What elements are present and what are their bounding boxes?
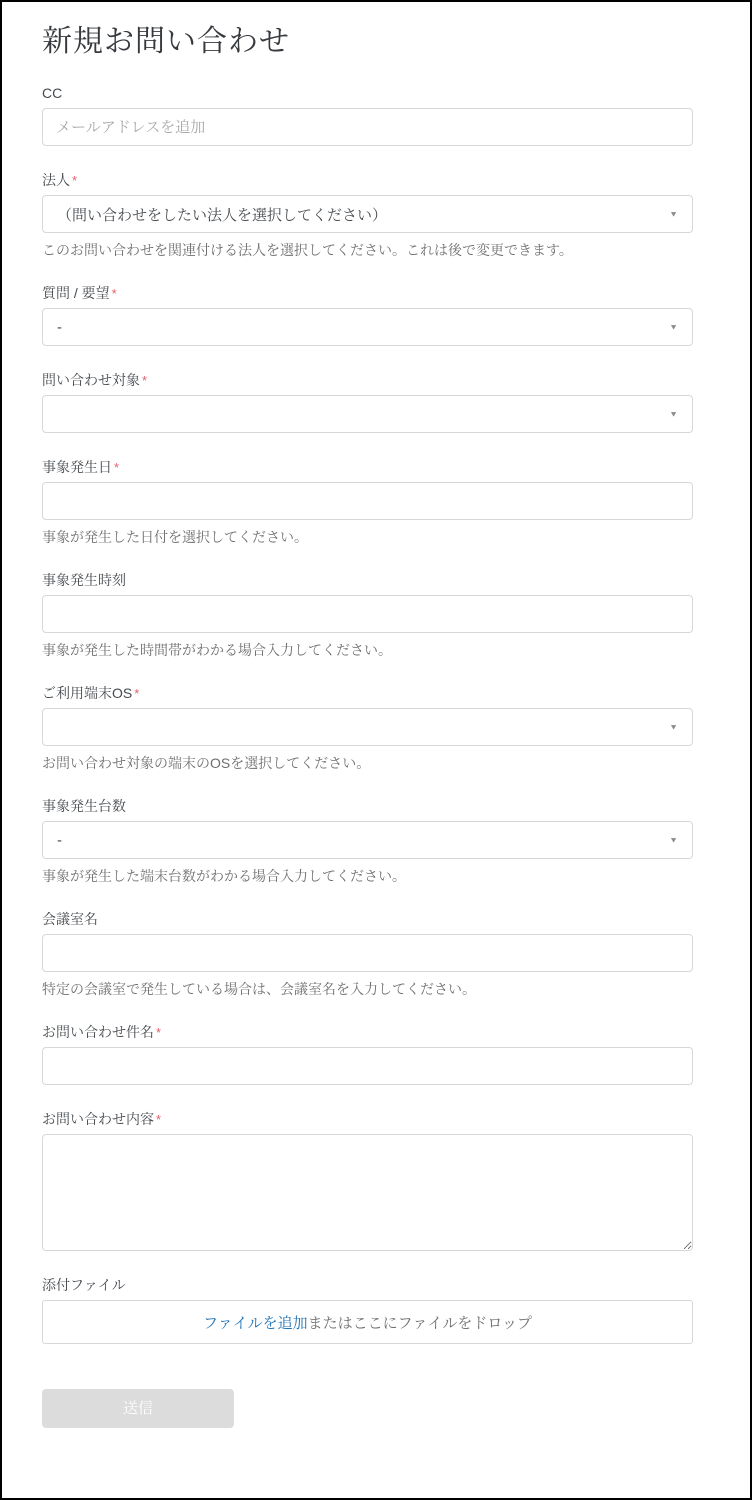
question-type-label [42, 285, 693, 302]
required-asterisk: * [111, 286, 117, 301]
organization-help: このお問い合わせを関連付ける法人を選択してください。これは後で変更できます。 [42, 242, 573, 258]
incident-time-label [42, 572, 693, 589]
affected-count-help: 事象が発生した端末台数がわかる場合入力してください。 [42, 868, 406, 884]
meeting-room-label [42, 911, 693, 928]
subject-label-text: お問い合わせ件名 [42, 1024, 154, 1040]
question-type-label-text: 質問 / 要望 [42, 285, 110, 301]
field-incident-date [42, 459, 693, 546]
affected-count-select[interactable] [42, 821, 693, 859]
description-textarea[interactable] [42, 1134, 693, 1251]
attachments-label-text: 添付ファイル [42, 1277, 126, 1293]
device-os-label-text: ご利用端末OS [42, 685, 133, 701]
subject-label [42, 1024, 693, 1041]
field-question-type [42, 285, 693, 346]
required-asterisk: * [114, 460, 120, 475]
field-cc [42, 85, 693, 146]
incident-time-help: 事象が発生した時間帯がわかる場合入力してください。 [42, 642, 392, 658]
organization-label [42, 172, 693, 189]
cc-label-text: CC [42, 85, 63, 101]
add-file-link[interactable]: ファイルを追加 [202, 1314, 308, 1332]
field-inquiry-target [42, 372, 693, 433]
question-type-select-value: - [57, 318, 62, 336]
submit-button[interactable]: 送信 [42, 1389, 234, 1428]
affected-count-select-value: - [57, 831, 62, 849]
organization-select[interactable] [42, 195, 693, 233]
file-dropzone[interactable] [42, 1300, 693, 1344]
inquiry-target-label-text: 問い合わせ対象 [42, 372, 140, 388]
dropzone-hint: またはここにファイルをドロップ [307, 1314, 533, 1332]
page-title: 新規お問い合わせ [42, 25, 290, 58]
description-label [42, 1111, 693, 1128]
field-attachments [42, 1277, 693, 1344]
cc-label [42, 85, 693, 102]
required-asterisk: * [156, 1025, 162, 1040]
affected-count-label [42, 798, 693, 815]
device-os-help: お問い合わせ対象の端末のOSを選択してください。 [42, 755, 371, 771]
subject-input[interactable] [42, 1047, 693, 1085]
meeting-room-input[interactable] [42, 934, 693, 972]
incident-date-help: 事象が発生した日付を選択してください。 [42, 529, 308, 545]
required-asterisk: * [134, 686, 140, 701]
inquiry-target-label [42, 372, 693, 389]
chevron-down-icon: ▼ [669, 835, 678, 844]
field-subject [42, 1024, 693, 1085]
field-affected-count [42, 798, 693, 885]
inquiry-target-select[interactable] [42, 395, 693, 433]
device-os-select[interactable] [42, 708, 693, 746]
question-type-select[interactable] [42, 308, 693, 346]
meeting-room-label-text: 会議室名 [42, 911, 98, 927]
incident-date-label [42, 459, 693, 476]
incident-date-label-text: 事象発生日 [42, 459, 112, 475]
attachments-label [42, 1277, 693, 1294]
field-incident-time [42, 572, 693, 659]
cc-input[interactable] [42, 108, 693, 146]
organization-label-text: 法人 [42, 172, 70, 188]
field-description [42, 1111, 693, 1251]
field-meeting-room [42, 911, 693, 998]
affected-count-label-text: 事象発生台数 [42, 798, 126, 814]
required-asterisk: * [72, 173, 78, 188]
required-asterisk: * [156, 1112, 162, 1127]
description-label-text: お問い合わせ内容 [42, 1111, 154, 1127]
chevron-down-icon: ▼ [669, 322, 678, 331]
form-content [2, 2, 750, 1428]
field-organization [42, 172, 693, 259]
chevron-down-icon: ▼ [669, 409, 678, 418]
meeting-room-help: 特定の会議室で発生している場合は、会議室名を入力してください。 [42, 981, 476, 997]
chevron-down-icon: ▼ [669, 722, 678, 731]
required-asterisk: * [142, 373, 148, 388]
device-os-label [42, 685, 693, 702]
incident-date-input[interactable] [42, 482, 693, 520]
incident-time-label-text: 事象発生時刻 [42, 572, 126, 588]
field-device-os [42, 685, 693, 772]
chevron-down-icon: ▼ [669, 209, 678, 218]
incident-time-input[interactable] [42, 595, 693, 633]
organization-select-value: （問い合わせをしたい法人を選択してください） [57, 206, 388, 224]
